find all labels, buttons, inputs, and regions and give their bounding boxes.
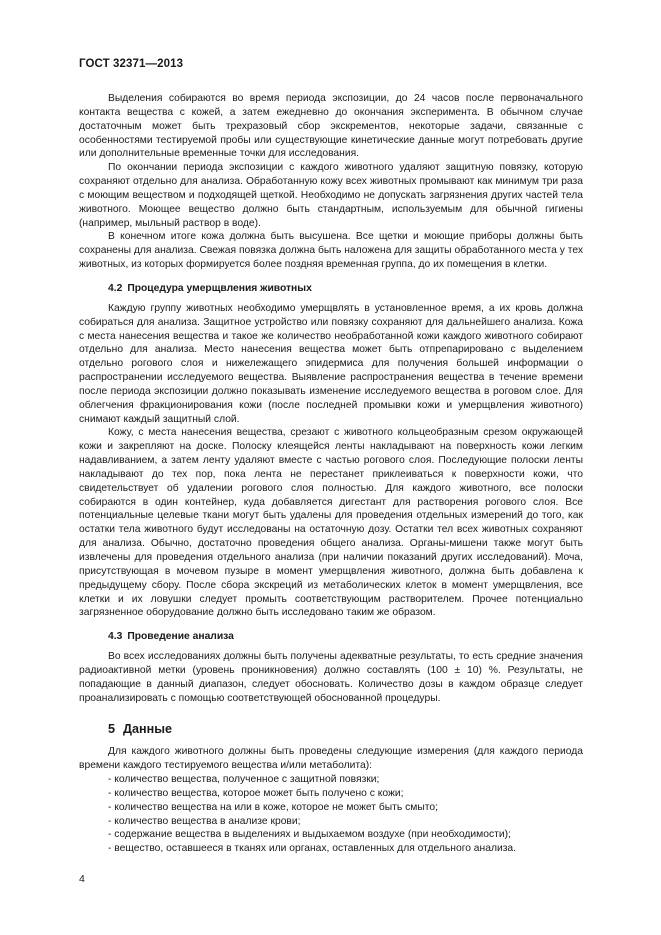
section-heading-4-3	[79, 630, 583, 644]
list-item: - содержание вещества в выделениях и выдыхаемом воздухе (при необходимости);	[108, 829, 511, 841]
section-title: Процедура умерщвления животных	[127, 282, 312, 294]
measurement-list	[79, 773, 583, 856]
list-item: - количество вещества, которое может быть получено с кожи;	[108, 787, 404, 799]
section-heading-5	[79, 723, 583, 737]
section-heading-4-2	[79, 282, 583, 296]
page-number: 4	[79, 873, 85, 885]
document-body	[79, 92, 583, 856]
paragraph-skin-stripping: Кожу, с места нанесения вещества, срезают с животного кольцеобразным срезом окружающей кожи и закрепляют на доске. Полоску клеящейся ленты накладывают на поверхность кожи легким надавливанием, а затем ленту удаляют вместе с частью рогового слоя. Последующие полоски ленты накладывают до тех пор, пока лента не перестанет приклеиваться к поверхности кожи, что свидетельствует об удалении рогового слоя полностью. Для каждого животного, все полоски собираются в один контейнер, куда добавляется дигестант для растворения рогового слоя. Все потенциальные целевые ткани могут быть удалены для проведения отдельных измерений до того, как остатки тела животного будут исследованы на остаточную дозу. Остатки тел всех животных сохраняют для анализа. Обычно, достаточно проведения общего анализа. Органы-мишени также могут быть извлечены для проведения отдельного анализа (при наличии показаний других исследований). Моча, присутствующая в мочевом пузыре в момент умерщвления животного, должна быть добавлена к предыдущему сбору. После сбора экскреций из метаболических клеток в момент умерщвления, все клетки и их ловушки следует промыть соответствующим растворителем. Прочее потенциально загрязненное оборудование должно быть исследовано таким же образом.	[79, 427, 583, 619]
section-number: 5	[108, 722, 116, 737]
list-item: - количество вещества на или в коже, которое не может быть смыто;	[108, 801, 438, 813]
paragraph-excretions: Выделения собираются во время периода экспозиции, до 24 часов после первоначального контакта вещества с кожей, а затем ежедневно до окончания эксперимента. В обычном случае достаточным может быть трехразовый сбор экскрементов, некоторые задачи, связанные с особенностями тестируемой пробы или существующие кинетические данные могут потребовать другие или дополнительные временные точки для исследования.	[79, 93, 583, 160]
section-title: Проведение анализа	[127, 631, 234, 643]
list-item: - вещество, оставшееся в тканях или органах, оставленных для отдельного анализа.	[108, 843, 517, 855]
list-item: - количество вещества, полученное с защитной повязки;	[108, 773, 380, 785]
paragraph-data-intro: Для каждого животного должны быть проведены следующие измерения (для каждого периода времени каждого тестируемого вещества и/или метаболита):	[79, 746, 583, 772]
document-header: ГОСТ 32371—2013	[79, 58, 184, 70]
paragraph-sacrifice: Каждую группу животных необходимо умерщвлять в установленное время, а их кровь должна собираться для анализа. Защитное устройство или повязку сохраняют для дальнейшего анализа. Кожа с места нанесения вещества и такое же количество необработанной кожи каждого животного собирают отдельно для анализа. Место нанесения вещества может быть отпрепарировано с выделением отдельно рогового слоя и нижележащего эпидермиса для получения большей информации о распространении исследуемого вещества. Выявление распространения вещества в течение времени после периода экспозиции должно показывать изменение исследуемого вещества в роговом слое. Для облегчения фракционирования кожи (после последней промывки кожи и умерщвления животного) снимают каждый защитный слой.	[79, 302, 583, 425]
section-title: Данные	[123, 722, 172, 737]
list-item: - количество вещества в анализе крови;	[108, 815, 301, 827]
section-number: 4.2	[108, 282, 123, 294]
paragraph-drying: В конечном итоге кожа должна быть высушена. Все щетки и моющие приборы должны быть сохранены для анализа. Свежая повязка должна быть наложена для защиты обработанного места у тех животных, из которых формируется более поздняя временная группа, до их помещения в клетки.	[79, 231, 583, 271]
section-number: 4.3	[108, 631, 123, 643]
paragraph-analysis: Во всех исследованиях должны быть получены адекватные результаты, то есть средние значения радиоактивной метки (уровень проникновения) должно составлять (100 ± 10) %. Результаты, не попадающие в данный диапазон, следует обосновать. Количество дозы в каждом образце следует проанализировать с помощью соответствующей обоснованной процедуры.	[79, 651, 583, 704]
paragraph-bandage-removal: По окончании периода экспозиции с каждого животного удаляют защитную повязку, которую сохраняют отдельно для анализа. Обработанную кожу всех животных промывают как минимум три раза с моющим веществом и подходящей щеткой. Необходимо не допускать загрязнения других частей тела животного. Моющее вещество должно быть стандартным, используемым для обычной гигиены (например, мыльный раствор в воде).	[79, 162, 583, 229]
